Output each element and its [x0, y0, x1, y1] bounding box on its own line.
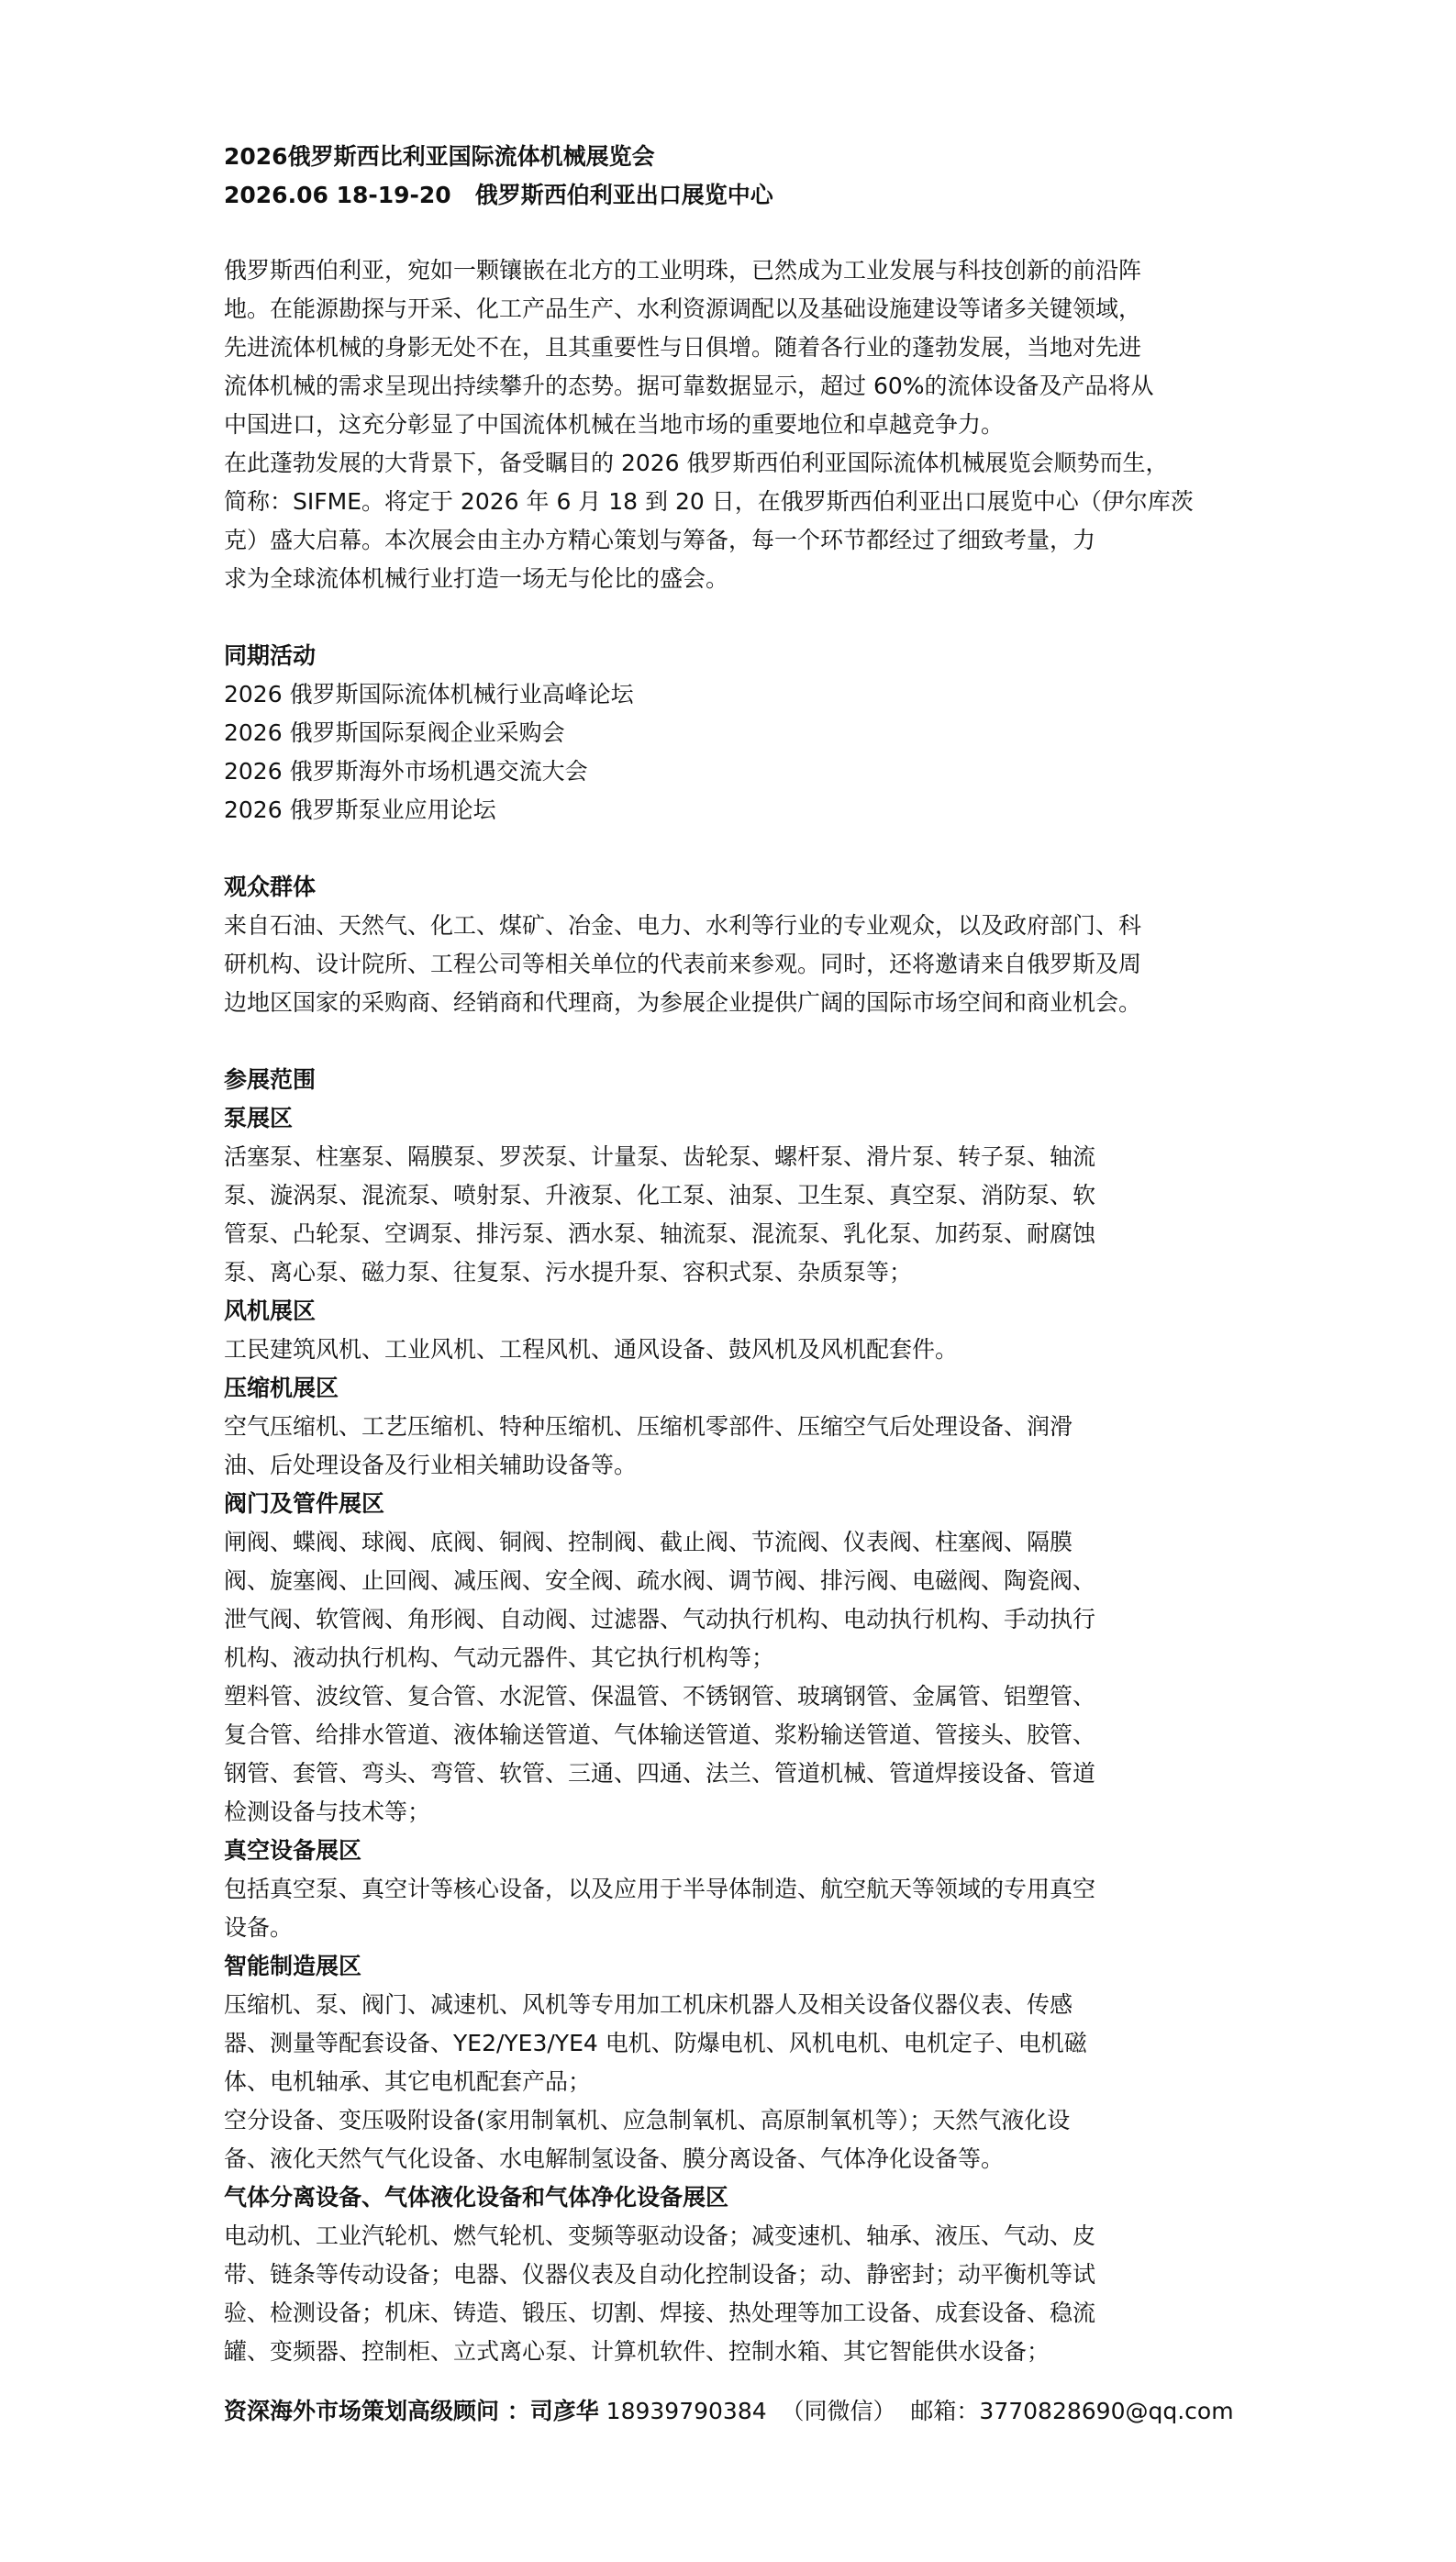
- scope-line: 罐、变频器、控制柜、立式离心泵、计算机软件、控制水箱、其它智能供水设备；: [224, 2338, 1050, 2365]
- intro-line: 简称：SIFME。将定于 2026 年 6 月 18 到 20 日，在俄罗斯西伯利亚出口展览中心（伊尔库茨: [224, 488, 1194, 515]
- event-item: 2026 俄罗斯泵业应用论坛: [224, 796, 496, 823]
- scope-line: 管泵、凸轮泵、空调泵、排污泵、洒水泵、轴流泵、混流泵、乳化泵、加药泵、耐腐蚀: [224, 1220, 1096, 1247]
- contact-details: 18939790384 （同微信） 邮箱：3770828690@qq.com: [598, 2398, 1234, 2424]
- document-page: [224, 138, 1251, 2371]
- scope-section-title: 真空设备展区: [224, 1837, 362, 1864]
- scope-line: 泵、漩涡泵、混流泵、喷射泵、升液泵、化工泵、油泵、卫生泵、真空泵、消防泵、软: [224, 1182, 1096, 1209]
- scope-line: 泵、离心泵、磁力泵、往复泵、污水提升泵、容积式泵、杂质泵等；: [224, 1259, 913, 1286]
- events-section: [224, 637, 1251, 830]
- doc-title: 2026俄罗斯西比利亚国际流体机械展览会: [224, 143, 655, 170]
- scope-line: 塑料管、波纹管、复合管、水泥管、保温管、不锈钢管、玻璃钢管、金属管、铝塑管、: [224, 1683, 1096, 1710]
- scope-line: 备、液化天然气气化设备、水电解制氢设备、膜分离设备、气体净化设备等。: [224, 2145, 1005, 2172]
- scope-line: 包括真空泵、真空计等核心设备，以及应用于半导体制造、航空航天等领域的专用真空: [224, 1876, 1096, 1902]
- contact-footer: [224, 2392, 1234, 2431]
- scope-section-title: 智能制造展区: [224, 1953, 362, 1979]
- intro-line: 求为全球流体机械行业打造一场无与伦比的盛会。: [224, 565, 729, 592]
- audience-heading: 观众群体: [224, 874, 317, 900]
- event-item: 2026 俄罗斯海外市场机遇交流大会: [224, 758, 588, 785]
- scope-line: 体、电机轴承、其它电机配套产品；: [224, 2068, 592, 2095]
- scope-line: 阀、旋塞阀、止回阀、减压阀、安全阀、疏水阀、调节阀、排污阀、电磁阀、陶瓷阀、: [224, 1567, 1096, 1594]
- scope-line: 复合管、给排水管道、液体输送管道、气体输送管道、浆粉输送管道、管接头、胶管、: [224, 1721, 1096, 1748]
- scope-heading: 参展范围: [224, 1066, 317, 1093]
- scope-line: 泄气阀、软管阀、角形阀、自动阀、过滤器、气动执行机构、电动执行机构、手动执行: [224, 1606, 1096, 1632]
- audience-line: 研机构、设计院所、工程公司等相关单位的代表前来参观。同时，还将邀请来自俄罗斯及周: [224, 951, 1142, 977]
- scope-line: 闸阀、蝶阀、球阀、底阀、铜阀、控制阀、截止阀、节流阀、仪表阀、柱塞阀、隔膜: [224, 1529, 1073, 1555]
- scope-line: 电动机、工业汽轮机、燃气轮机、变频等驱动设备；减变速机、轴承、液压、气动、皮: [224, 2222, 1096, 2249]
- event-item: 2026 俄罗斯国际流体机械行业高峰论坛: [224, 681, 634, 707]
- scope-line: 验、检测设备；机床、铸造、锻压、切割、焊接、热处理等加工设备、成套设备、稳流: [224, 2300, 1096, 2326]
- intro-line: 地。在能源勘探与开采、化工产品生产、水利资源调配以及基础设施建设等诸多关键领域，: [224, 295, 1142, 322]
- scope-line: 钢管、套管、弯头、弯管、软管、三通、四通、法兰、管道机械、管道焊接设备、管道: [224, 1760, 1096, 1787]
- audience-line: 来自石油、天然气、化工、煤矿、冶金、电力、水利等行业的专业观众，以及政府部门、科: [224, 912, 1142, 939]
- scope-section-title: 压缩机展区: [224, 1375, 339, 1401]
- scope-line: 油、后处理设备及行业相关辅助设备等。: [224, 1452, 638, 1478]
- doc-date-venue: 2026.06 18-19-20 俄罗斯西伯利亚出口展览中心: [224, 182, 773, 208]
- scope-line: 空气压缩机、工艺压缩机、特种压缩机、压缩机零部件、压缩空气后处理设备、润滑: [224, 1413, 1073, 1440]
- intro-paragraph: [224, 251, 1251, 598]
- audience-line: 边地区国家的采购商、经销商和代理商，为参展企业提供广阔的国际市场空间和商业机会。: [224, 989, 1142, 1016]
- contact-label: 资深海外市场策划高级顾问 ：司彦华: [224, 2398, 599, 2424]
- scope-section-title: 气体分离设备、气体液化设备和气体净化设备展区: [224, 2184, 729, 2211]
- intro-line: 在此蓬勃发展的大背景下，备受瞩目的 2026 俄罗斯西伯利亚国际流体机械展览会顺势而生，: [224, 450, 1169, 476]
- scope-line: 机构、液动执行机构、气动元器件、其它执行机构等；: [224, 1644, 775, 1671]
- intro-line: 先进流体机械的身影无处不在，且其重要性与日俱增。随着各行业的蓬勃发展，当地对先进: [224, 334, 1142, 361]
- scope-line: 设备。: [224, 1914, 294, 1941]
- scope-line: 检测设备与技术等；: [224, 1799, 431, 1825]
- scope-line: 压缩机、泵、阀门、减速机、风机等专用加工机床机器人及相关设备仪器仪表、传感: [224, 1991, 1073, 2018]
- scope-line: 活塞泵、柱塞泵、隔膜泵、罗茨泵、计量泵、齿轮泵、螺杆泵、滑片泵、转子泵、轴流: [224, 1143, 1096, 1170]
- intro-line: 克）盛大启幕。本次展会由主办方精心策划与筹备，每一个环节都经过了细致考量，力: [224, 527, 1096, 553]
- intro-line: 俄罗斯西伯利亚，宛如一颗镶嵌在北方的工业明珠，已然成为工业发展与科技创新的前沿阵: [224, 257, 1142, 284]
- scope-line: 器、测量等配套设备、YE2/YE3/YE4 电机、防爆电机、风机电机、电机定子、电机磁: [224, 2030, 1087, 2056]
- scope-line: 空分设备、变压吸附设备(家用制氧机、应急制氧机、高原制氧机等）；天然气液化设: [224, 2107, 1071, 2133]
- scope-section: [224, 1061, 1251, 2371]
- events-heading: 同期活动: [224, 642, 317, 669]
- scope-section-title: 风机展区: [224, 1298, 317, 1324]
- intro-line: 中国进口，这充分彰显了中国流体机械在当地市场的重要地位和卓越竞争力。: [224, 411, 1005, 438]
- intro-line: 流体机械的需求呈现出持续攀升的态势。据可靠数据显示，超过 60%的流体设备及产品将从: [224, 373, 1154, 399]
- scope-section-title: 阀门及管件展区: [224, 1490, 385, 1517]
- scope-section-title: 泵展区: [224, 1105, 294, 1131]
- scope-line: 带、链条等传动设备；电器、仪器仪表及自动化控制设备；动、静密封；动平衡机等试: [224, 2261, 1096, 2288]
- event-item: 2026 俄罗斯国际泵阀企业采购会: [224, 719, 565, 746]
- audience-section: [224, 868, 1251, 1022]
- scope-line: 工民建筑风机、工业风机、工程风机、通风设备、鼓风机及风机配套件。: [224, 1336, 959, 1363]
